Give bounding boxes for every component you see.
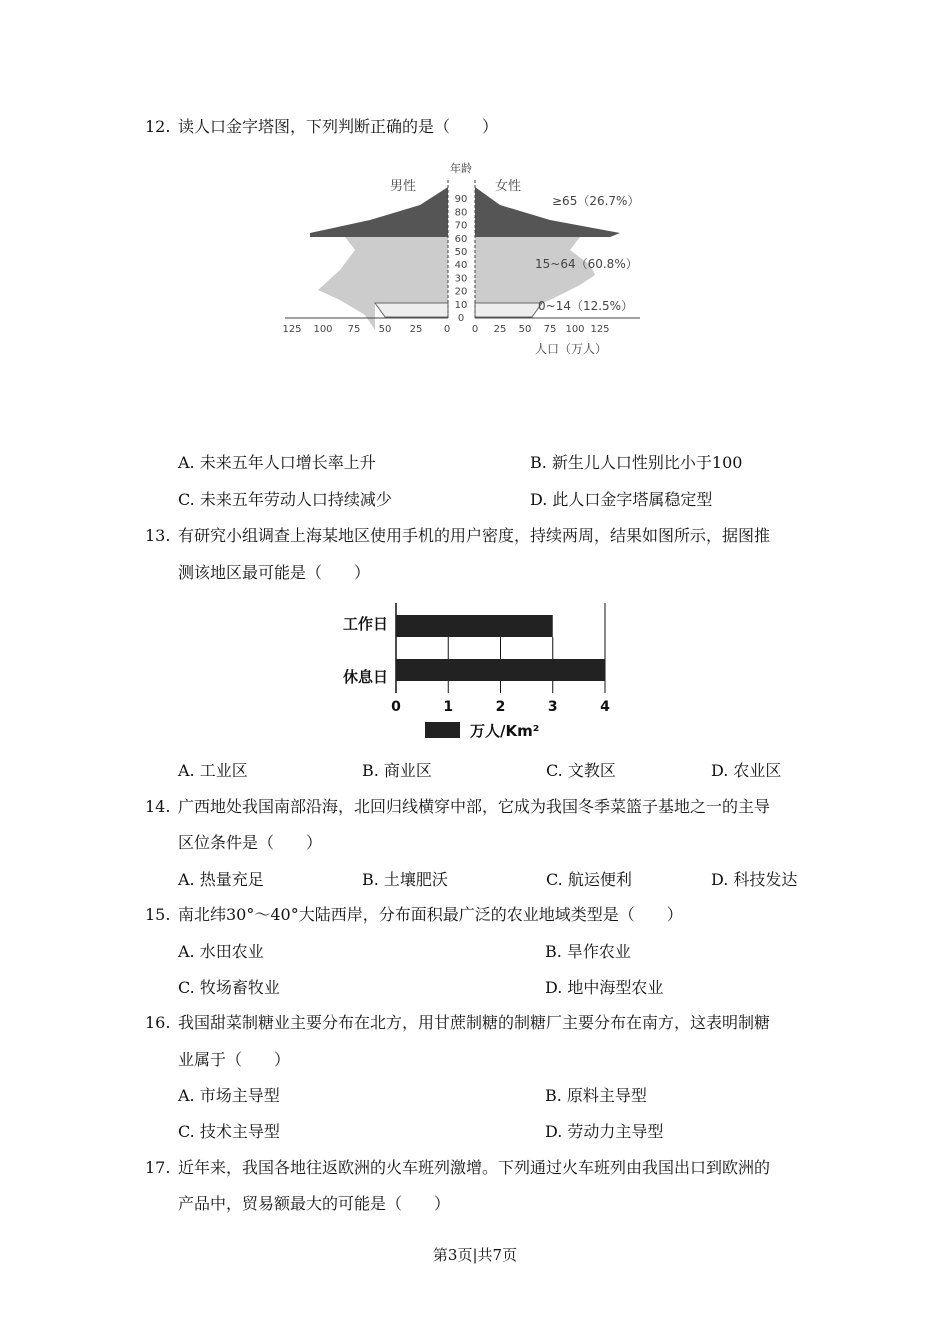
x-tick-label: 2 [495,699,506,715]
x-tick: 25 [493,324,507,335]
question-text: 广西地处我国南部沿海，北回归线横穿中部，它成为我国冬季菜篮子基地之一的主导 [178,797,771,816]
question-text: 有研究小组调查上海某地区使用手机的用户密度，持续两周，结果如图所示，据图推 [178,526,771,545]
option-b: B. 新生儿人口性别比小于100 [530,453,743,472]
option-b: B. 旱作农业 [545,942,631,961]
option-c: C. 牧场畜牧业 [178,978,280,997]
x-tick-label: 0 [391,699,401,715]
question-number: 12. [145,117,171,136]
option-d: D. 地中海型农业 [545,978,664,997]
option-b: B. 土壤肥沃 [362,870,448,889]
question-text: 业属于（ ） [178,1050,291,1069]
bar-休息日 [396,659,605,681]
option-d: D. 科技发达 [711,870,798,889]
x-tick: 0 [471,324,479,335]
age-tick: 40 [454,260,468,272]
bar-工作日 [396,615,553,637]
x-tick: 25 [409,324,423,335]
option-c: C. 航运便利 [546,870,632,889]
question-text: 区位条件是（ ） [178,833,323,852]
option-b: B. 商业区 [362,761,432,780]
x-tick: 0 [443,324,451,335]
pyramid-female-0-14 [475,303,542,317]
male-label: 男性 [390,179,417,194]
age-tick: 30 [454,273,468,285]
x-tick: 75 [347,324,361,335]
question-number: 17. [145,1158,171,1177]
question-text: 测该地区最可能是（ ） [178,563,371,582]
female-label: 女性 [495,179,522,194]
page-footer: 第3页|共7页 [432,1246,518,1264]
group-65plus: ≥65（26.7%） [552,194,640,208]
question-text: 读人口金字塔图，下列判断正确的是（ ） [178,117,499,136]
age-tick: 50 [454,247,468,258]
x-tick: 125 [282,324,302,335]
x-tick: 50 [378,324,392,335]
density-bar-chart [330,595,620,745]
option-c: C. 技术主导型 [178,1122,280,1141]
option-b: B. 原料主导型 [545,1086,647,1105]
question-text: 我国甜菜制糖业主要分布在北方，用甘蔗制糖的制糖厂主要分布在南方，这表明制糖 [178,1013,771,1032]
option-a: A. 未来五年人口增长率上升 [178,453,376,472]
category-label: 休息日 [342,668,388,686]
question-text: 近年来，我国各地往返欧洲的火车班列激增。下列通过火车班列由我国出口到欧洲的 [178,1158,771,1177]
option-a: A. 水田农业 [178,942,264,961]
x-tick: 100 [565,324,585,335]
question-text: 产品中，贸易额最大的可能是（ ） [178,1194,451,1213]
group-0-14: 0~14（12.5%） [538,299,634,313]
x-tick-label: 4 [600,699,610,715]
option-c: C. 文教区 [546,761,616,780]
x-tick: 75 [543,324,557,335]
option-d: D. 劳动力主导型 [545,1122,664,1141]
x-tick: 125 [590,324,610,335]
pyramid-male-0-14 [375,303,448,317]
option-c: C. 未来五年劳动人口持续减少 [178,490,392,509]
legend-label: 万人/Km² [470,722,540,740]
age-tick: 10 [454,299,468,311]
x-tick: 100 [313,324,333,335]
population-pyramid [280,152,680,362]
age-tick: 20 [454,286,468,298]
age-tick: 60 [454,233,468,245]
legend-swatch [425,722,460,738]
question-number: 15. [145,905,171,924]
age-tick: 80 [454,207,468,219]
question-number: 16. [145,1013,171,1032]
question-number: 14. [145,797,171,816]
group-15-64: 15~64（60.8%） [535,257,638,271]
x-tick: 50 [518,324,532,335]
option-d: D. 农业区 [711,761,782,780]
option-d: D. 此人口金字塔属稳定型 [530,490,713,509]
pyramid-male-65plus [310,187,448,237]
age-tick: 90 [454,194,468,206]
option-a: A. 热量充足 [178,870,264,889]
x-axis-label: 人口（万人） [535,342,608,356]
x-tick-label: 3 [547,699,558,715]
option-a: A. 工业区 [178,761,248,780]
x-tick-label: 1 [443,699,454,715]
question-text: 南北纬30°～40°大陆西岸，分布面积最广泛的农业地域类型是（ ） [178,905,683,924]
option-a: A. 市场主导型 [178,1086,280,1105]
age-tick: 0 [457,313,465,324]
age-tick: 70 [454,220,468,232]
question-number: 13. [145,526,171,545]
category-label: 工作日 [342,615,388,633]
age-axis-label: 年龄 [450,162,472,175]
